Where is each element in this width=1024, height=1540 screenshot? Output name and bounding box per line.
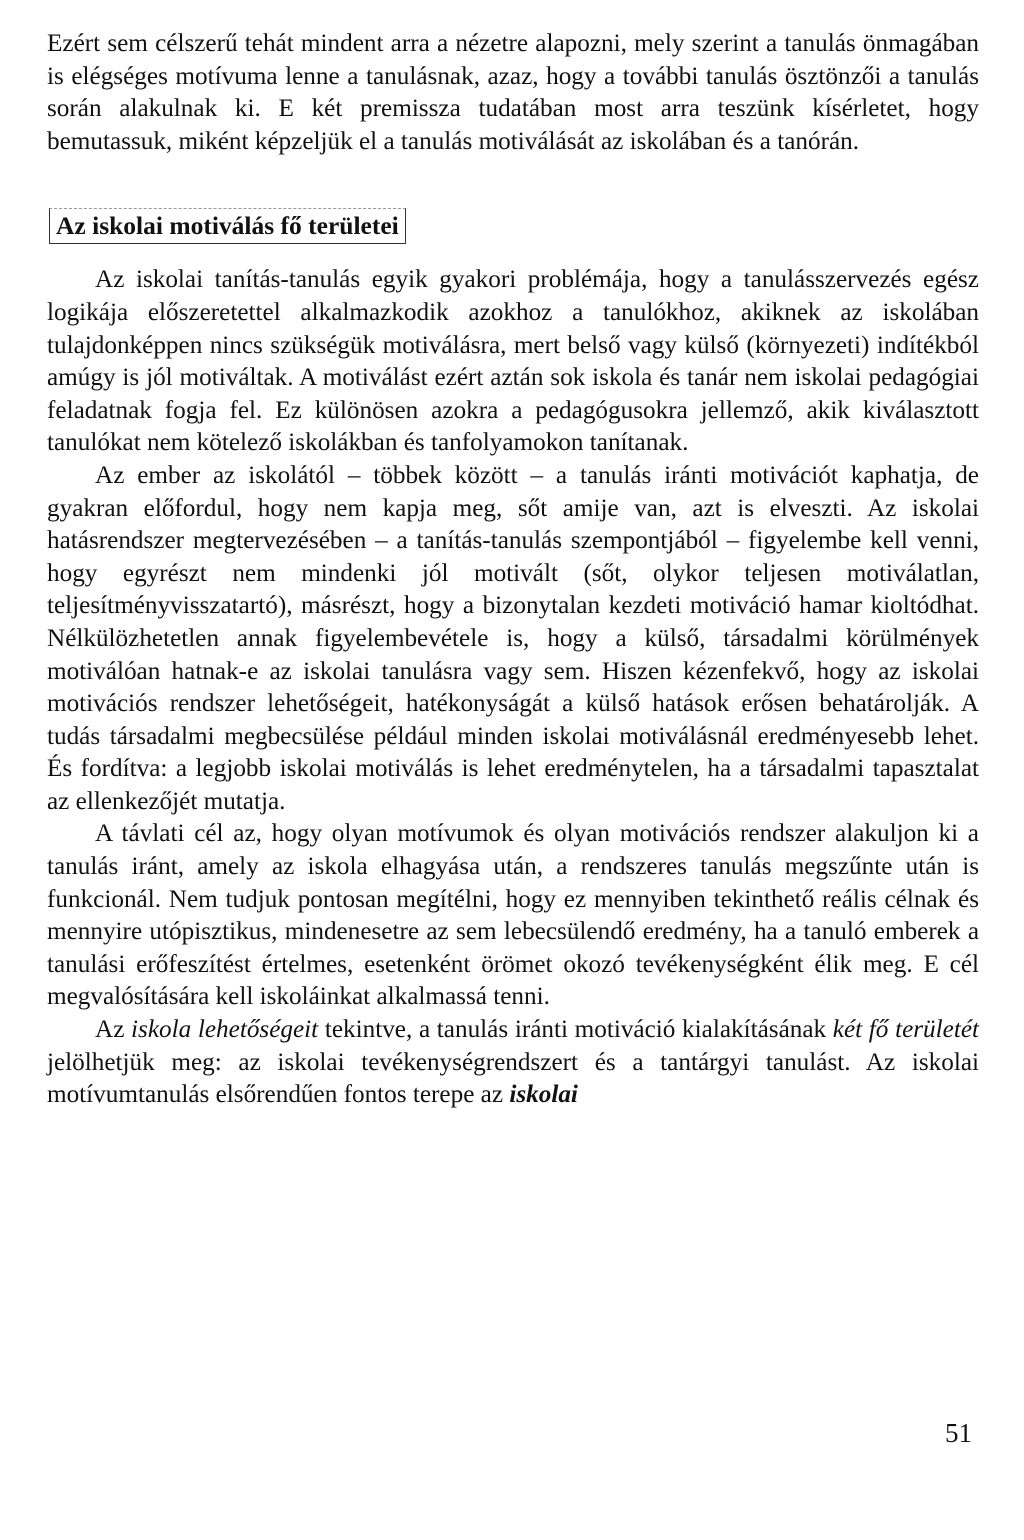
paragraph-intro: Ezért sem célszerű tehát mindent arra a nézetre alapozni, mely szerint a tanulás önmagában is elégséges motívuma lenne a tanulásnak, azaz, hogy a további tanulás ösztönzői a tanulás során alakulnak ki. E két premissza tudatában most arra teszünk kísérletet, hogy bemutassuk, miként képzeljük el a tanulás motiválását az iskolában és a tanórán.	[47, 30, 979, 155]
italic-phrase: két fő területét	[832, 1016, 979, 1044]
paragraph-problem: Az iskolai tanítás-tanulás egyik gyakori problémája, hogy a tanulásszervezés egész logikája előszeretettel alkalmazkodik azokhoz a tanulókhoz, akiknek az iskolában tulajdonképpen nincs szükségük motiválásra, mert belső vagy külső (környezeti) indítékból amúgy is jól motiváltak. A motiválást ezért aztán sok iskola és tanár nem iskolai pedagógiai feladatnak fogja fel. Ez különösen azokra a pedagógusokra jellemző, akik kiválasztott tanulókat nem kötelező iskolákban és tanfolyamokon tanítanak.	[47, 266, 979, 457]
page-number: 51	[945, 1418, 972, 1448]
italic-phrase: iskola lehetőségeit	[131, 1016, 319, 1044]
section-heading-container	[47, 158, 979, 264]
text-run: jelölhetjük meg: az iskolai tevékenységrendszert és a tantárgyi tanulást. Az iskolai motívumtanulás elsőrendűen fontos terepe az	[47, 1048, 979, 1109]
text-run: tekintve, a tanulás iránti motiváció kialakításának	[318, 1016, 833, 1044]
paragraph-two-areas	[47, 1014, 979, 1112]
paragraph-school-motivation: Az ember az iskolától – többek között – a tanulás iránti motivációt kaphatja, de gyakran előfordul, hogy nem kapja meg, sőt amije van, azt is elveszti. Az iskolai hatásrendszer megtervezésében – a tanítás-tanulás szempontjából – figyelembe kell venni, hogy egyrészt nem mindenki jól motivált (sőt, olykor teljesen motiválatlan, teljesítményvisszatartó), másrészt, hogy a bizonytalan kezdeti motiváció hamar kioltódhat. Nélkülözhetetlen annak figyelembevétele is, hogy a külső, társadalmi körülmények motiválóan hatnak-e az iskolai tanulásra vagy sem. Hiszen kézenfekvő, hogy az iskolai motivációs rendszer lehetőségeit, hatékonyságát a külső hatások erősen behatárolják. A tudás társadalmi megbecsülése például minden iskolai motiválásnál eredményesebb lehet. És fordítva: a legjobb iskolai motiválás is lehet eredménytelen, ha a társadalmi tapasztalat az ellenkezőjét mutatja.	[47, 461, 979, 815]
page-body	[47, 28, 979, 1112]
section-heading: Az iskolai motiválás fő területei	[49, 208, 406, 244]
bold-italic-phrase: iskolai	[509, 1081, 578, 1109]
text-run: Az	[95, 1016, 132, 1044]
paragraph-long-term-goal: A távlati cél az, hogy olyan motívumok és olyan motivációs rendszer alakuljon ki a tanulás iránt, amely az iskola elhagyása után, a rendszeres tanulás megszűnte után is funkcionál. Nem tudjuk pontosan megítélni, hogy ez mennyiben tekinthető reális célnak és mennyire utópisztikus, mindenesetre az sem lebecsülendő eredmény, ha a tanuló emberek a tanulási erőfeszítést értelmes, esetenként örömet okozó tevékenységként élik meg. E cél megvalósítására kell iskoláinkat alkalmassá tenni.	[47, 820, 979, 1011]
